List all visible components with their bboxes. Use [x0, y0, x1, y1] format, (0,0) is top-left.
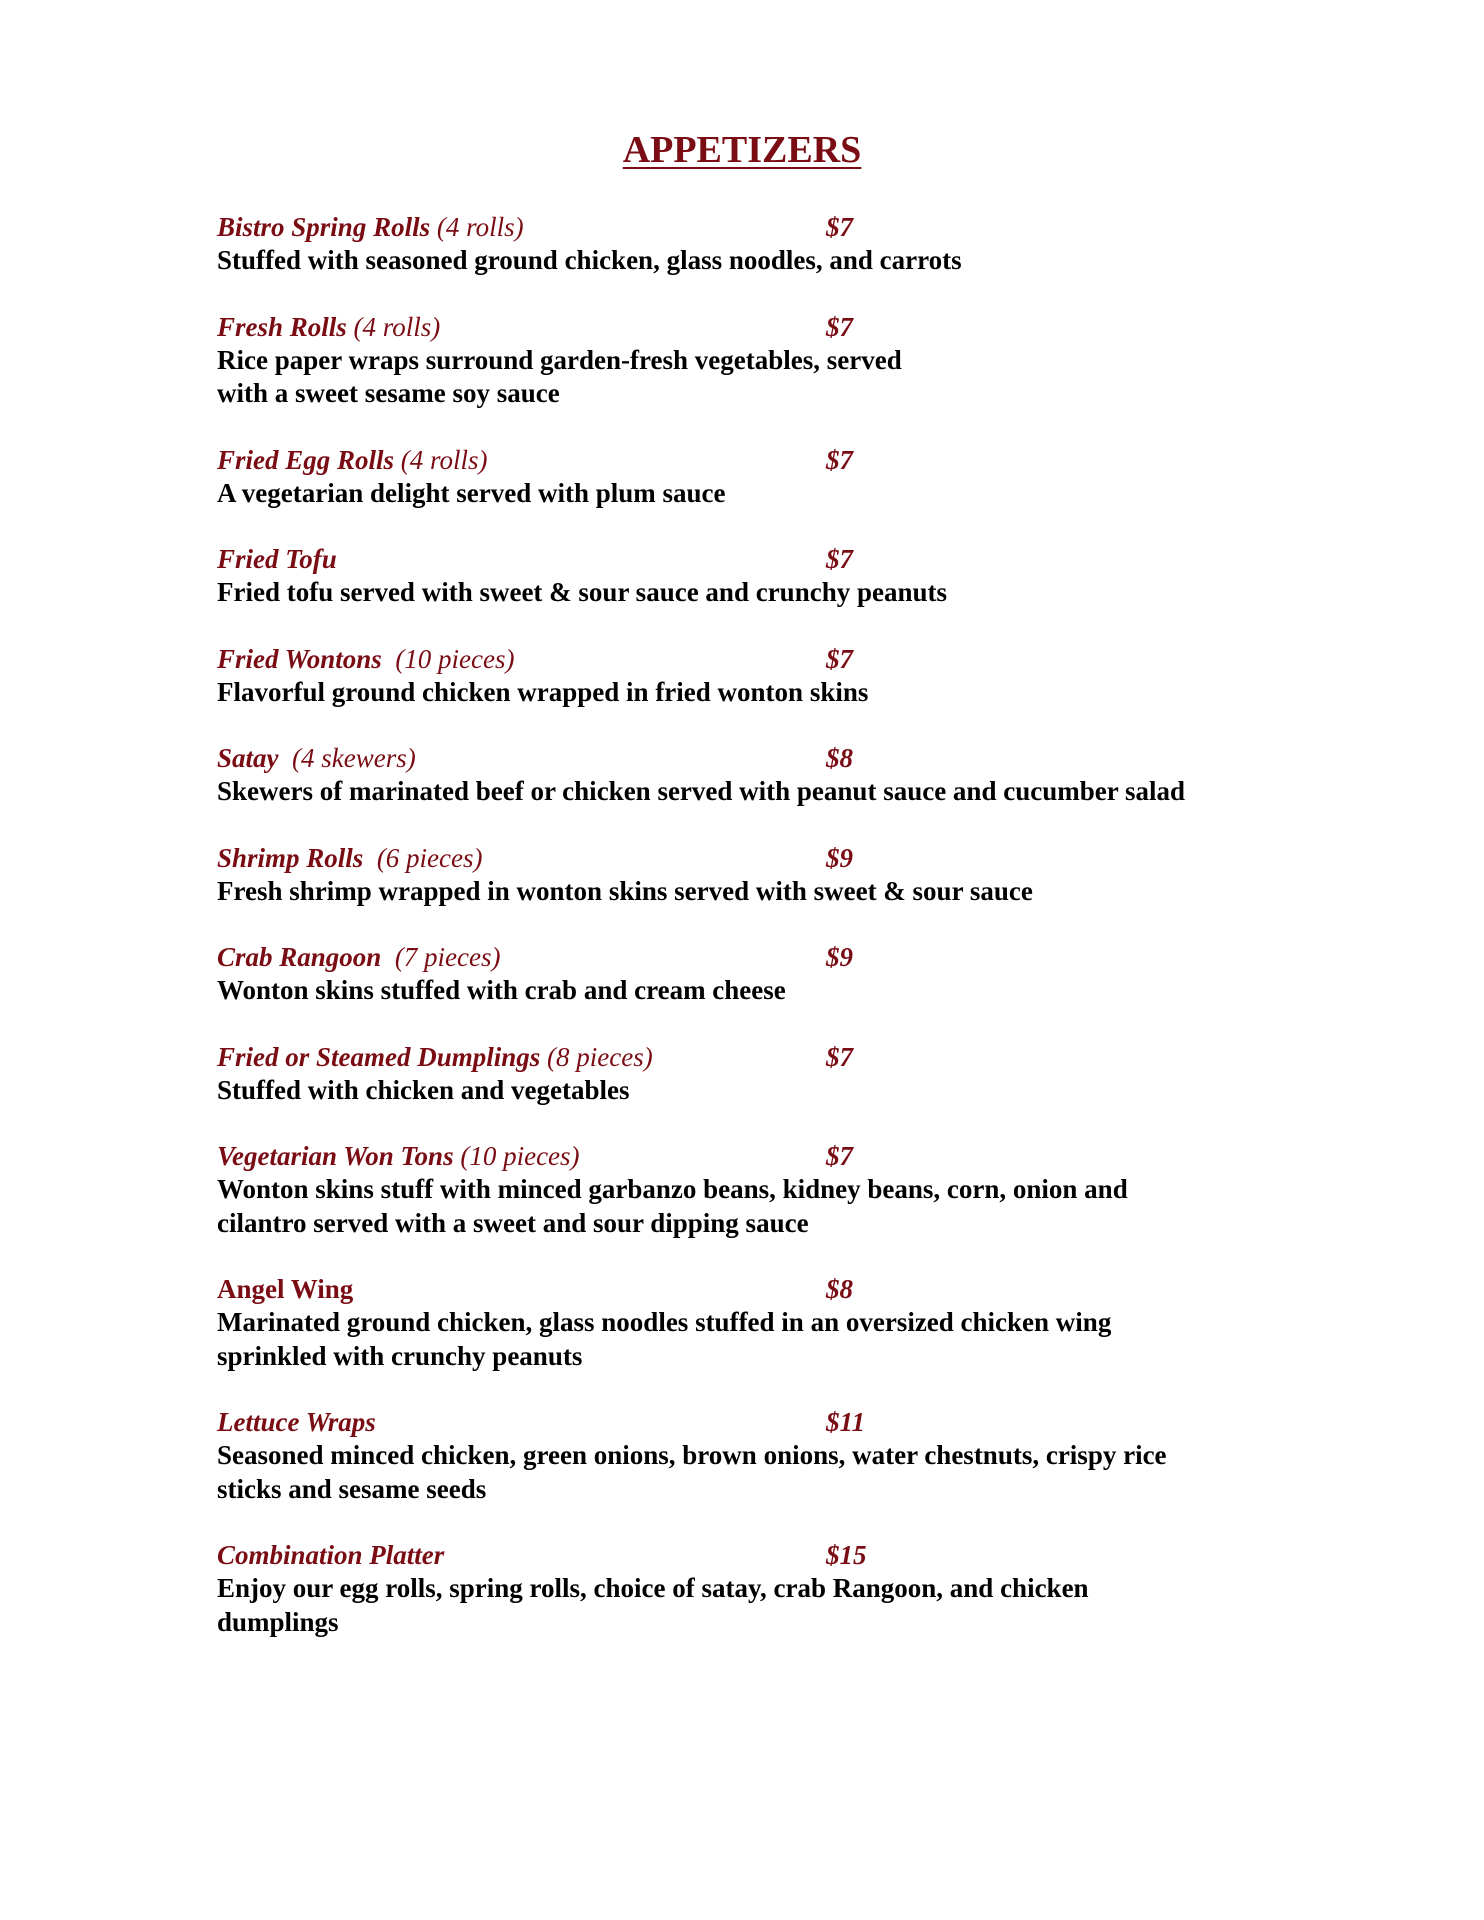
- menu-item-quantity: (4 rolls): [346, 311, 441, 342]
- menu-item: [217, 642, 1277, 710]
- menu-item-price: $7: [826, 311, 853, 342]
- menu-item-header: [217, 310, 1277, 344]
- menu-item-name: Fried Egg Rolls: [217, 444, 395, 475]
- menu-item-price: $7: [826, 1141, 853, 1171]
- menu-item: [217, 1405, 1277, 1506]
- menu-item: [217, 443, 1277, 511]
- menu-item: [217, 542, 1277, 610]
- menu-item-name: Angel Wing: [217, 1274, 354, 1304]
- menu-item-price: $7: [826, 1041, 853, 1072]
- menu-item-price: $8: [826, 743, 853, 773]
- menu-item-name: Lettuce Wraps: [217, 1407, 376, 1437]
- menu-item-quantity: (8 pieces): [540, 1041, 653, 1072]
- menu-item-description: [217, 244, 1277, 278]
- menu-item-name: Satay: [217, 743, 279, 773]
- description-line: Fried tofu served with sweet & sour sauce and crunchy peanuts: [217, 577, 947, 607]
- description-line: Rice paper wraps surround garden-fresh vegetables, served: [217, 344, 902, 375]
- menu-item-price: $8: [826, 1274, 853, 1304]
- section-title: APPETIZERS: [622, 129, 862, 171]
- menu-item-name: Fresh Rolls: [217, 311, 347, 342]
- menu-items-list: [217, 210, 1277, 1671]
- menu-item-name: Bistro Spring Rolls: [217, 212, 431, 242]
- menu-item-quantity: (4 skewers): [278, 743, 416, 773]
- menu-item-price: $7: [826, 212, 853, 242]
- menu-item-header: [217, 443, 1277, 477]
- menu-item-description: [217, 676, 1277, 710]
- menu-item-header: [217, 741, 1277, 775]
- menu-item-name: Vegetarian Won Tons: [217, 1141, 454, 1171]
- menu-item-name: Combination Platter: [217, 1540, 445, 1570]
- menu-item-quantity: (10 pieces): [381, 643, 515, 674]
- menu-item-description: [217, 344, 1277, 411]
- menu-item-quantity: (7 pieces): [381, 942, 501, 972]
- menu-item-price: $11: [826, 1407, 866, 1437]
- menu-item-header: [217, 210, 1277, 244]
- description-line: Stuffed with seasoned ground chicken, glass noodles, and carrots: [217, 245, 962, 275]
- menu-item-name: Fried or Steamed Dumplings: [217, 1041, 541, 1072]
- menu-item-header: [217, 1538, 1277, 1572]
- menu-item-header: [217, 1272, 1277, 1306]
- menu-item: [217, 940, 1277, 1008]
- menu-item-price: $7: [826, 444, 853, 475]
- menu-item-price: $7: [826, 643, 853, 674]
- menu-item-name: Fried Tofu: [217, 544, 337, 574]
- menu-item-description: [217, 1173, 1277, 1240]
- menu-item-header: [217, 642, 1277, 676]
- description-line: with a sweet sesame soy sauce: [217, 378, 560, 408]
- description-line: sprinkled with crunchy peanuts: [217, 1340, 583, 1371]
- menu-item: [217, 1272, 1277, 1373]
- menu-item: [217, 310, 1277, 411]
- description-line: Fresh shrimp wrapped in wonton skins served with sweet & sour sauce: [217, 875, 1033, 906]
- menu-item-description: [217, 974, 1277, 1008]
- description-line: Marinated ground chicken, glass noodles stuffed in an oversized chicken wing: [217, 1307, 1112, 1337]
- menu-item-description: [217, 775, 1277, 809]
- description-line: sticks and sesame seeds: [217, 1473, 487, 1504]
- description-line: dumplings: [217, 1606, 339, 1637]
- menu-item-header: [217, 841, 1277, 875]
- menu-item-quantity: (6 pieces): [363, 842, 483, 873]
- menu-item-header: [217, 1405, 1277, 1439]
- menu-item-name: Shrimp Rolls: [217, 842, 364, 873]
- menu-item-quantity: (10 pieces): [453, 1141, 580, 1171]
- menu-item-header: [217, 542, 1277, 576]
- menu-item-price: $9: [826, 842, 853, 873]
- menu-item-header: [217, 1040, 1277, 1074]
- menu-item-quantity: (4 rolls): [430, 212, 524, 242]
- description-line: cilantro served with a sweet and sour dipping sauce: [217, 1207, 809, 1238]
- menu-item-description: [217, 576, 1277, 610]
- menu-item-name: Crab Rangoon: [217, 942, 382, 972]
- description-line: Flavorful ground chicken wrapped in fried wonton skins: [217, 676, 869, 707]
- menu-item-description: [217, 1306, 1277, 1373]
- menu-item-header: [217, 940, 1277, 974]
- menu-item: [217, 841, 1277, 909]
- menu-item-description: [217, 477, 1277, 511]
- menu-item: [217, 1040, 1277, 1108]
- description-line: Enjoy our egg rolls, spring rolls, choice of satay, crab Rangoon, and chicken: [217, 1573, 1089, 1603]
- description-line: A vegetarian delight served with plum sauce: [217, 477, 726, 508]
- menu-item: [217, 1538, 1277, 1639]
- menu-item-price: $9: [826, 942, 853, 972]
- menu-item-header: [217, 1139, 1277, 1173]
- menu-item-description: [217, 1572, 1277, 1639]
- menu-item-quantity: (4 rolls): [394, 444, 488, 475]
- menu-item: [217, 741, 1277, 809]
- menu-item-description: [217, 875, 1277, 909]
- menu-item-price: $15: [826, 1540, 867, 1570]
- menu-item-name: Fried Wontons: [217, 643, 382, 674]
- description-line: Seasoned minced chicken, green onions, brown onions, water chestnuts, crispy rice: [217, 1440, 1167, 1470]
- menu-item-description: [217, 1439, 1277, 1506]
- menu-item: [217, 1139, 1277, 1240]
- description-line: Stuffed with chicken and vegetables: [217, 1074, 630, 1105]
- menu-item-description: [217, 1074, 1277, 1108]
- menu-item: [217, 210, 1277, 278]
- description-line: Wonton skins stuffed with crab and cream cheese: [217, 975, 786, 1005]
- menu-item-price: $7: [826, 544, 853, 574]
- description-line: Skewers of marinated beef or chicken served with peanut sauce and cucumber salad: [217, 776, 1185, 806]
- description-line: Wonton skins stuff with minced garbanzo beans, kidney beans, corn, onion and: [217, 1174, 1128, 1204]
